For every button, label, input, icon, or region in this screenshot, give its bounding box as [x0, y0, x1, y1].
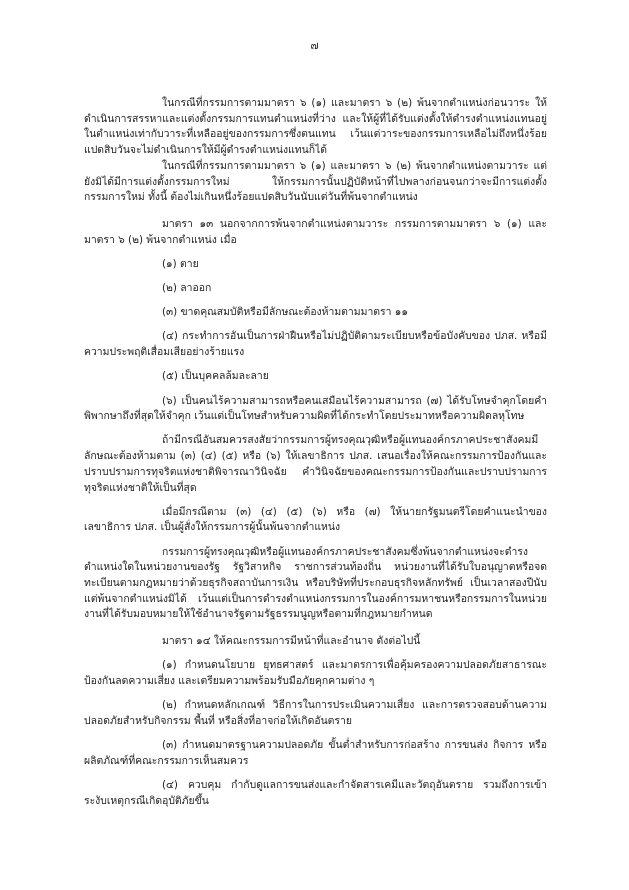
- paragraph: ในกรณีที่กรรมการตามมาตรา ๖ (๑) และมาตรา ๖ (๒) พ้นจากตำแหน่งตามวาระ แต่ยังมิได้มีการแต่งตั้งกรรมการใหม่ ให้กรรมการนั้นปฏิบัติหน้าที่ไปพลางก่อนจนกว่าจะมีการแต่งตั้งกรรมการใหม่ ทั้งนี้ ต้องไม่เกินหนึ่งร้อยแปดสิบวันนับแต่วันที่พ้นจากตำแหน่ง: [84, 159, 547, 204]
- list-item: (๔) กระทำการอันเป็นการฝ่าฝืนหรือไม่ปฏิบัติตามระเบียบหรือข้อบังคับของ ปภส. หรือมีความประพฤติเสื่อมเสียอย่างร้ายแรง: [84, 330, 547, 359]
- list-item: (๓) ขาดคุณสมบัติหรือมีลักษณะต้องห้ามตามมาตรา ๑๑: [162, 306, 408, 319]
- list-item: (๒) ลาออก: [162, 282, 212, 295]
- document-body: [84, 96, 547, 810]
- list-item: (๕) เป็นบุคคลล้มละลาย: [162, 370, 269, 383]
- list-item: (๖) เป็นคนไร้ความสามารถหรือคนเสมือนไร้ความสามารถ (๗) ได้รับโทษจำคุกโดยคำพิพากษาถึงที่สุดให้จำคุก เว้นแต่เป็นโทษสำหรับความผิดที่ได้กระทำโดยประมาทหรือความผิดลหุโทษ: [84, 394, 547, 423]
- list-item: (๔) ควบคุม กำกับดูแลการขนส่งและกำจัดสารเคมีและวัตถุอันตราย รวมถึงการเข้าระงับเหตุกรณีเกิดอุบัติภัยขึ้น: [84, 779, 547, 807]
- paragraph: กรรมการผู้ทรงคุณวุฒิหรือผู้แทนองค์กรภาคประชาสังคมซึ่งพ้นจากตำแหน่งจะดำรงตำแหน่งใดในหน่วยงานของรัฐ รัฐวิสาหกิจ ราชการส่วนท้องถิ่น หน่วยงานที่ได้รับใบอนุญาตหรือจดทะเบียนตามกฎหมายว่าด้วยธุรกิจสถาบันการเงิน หรือบริษัทที่ประกอบธุรกิจหลักทรัพย์ เป็นเวลาสองปีนับแต่พ้นจากตำแหน่งมิได้ เว้นแต่เป็นการดำรงตำแหน่งกรรมการในองค์การมหาชนหรือกรรมการในหน่วยงานที่ได้รับมอบหมายให้ใช้อำนาจรัฐตามรัฐธรรมนูญหรือตามที่กฎหมายกำหนด: [84, 545, 547, 621]
- page-number: ๗: [310, 39, 319, 52]
- list-item: (๒) กำหนดหลักเกณฑ์ วิธีการในการประเมินความเสี่ยง และการตรวจสอบด้านความปลอดภัยสำหรับกิจกรรม พื้นที่ หรือสิ่งที่อาจก่อให้เกิดอันตราย: [84, 699, 547, 727]
- list-item: (๑) กำหนดนโยบาย ยุทธศาสตร์ และมาตรการเพื่อคุ้มครองความปลอดภัยสาธารณะ ป้องกันลดความเสี่ยง และเตรียมความพร้อมรับมือภัยคุกคามต่าง ๆ: [84, 659, 547, 688]
- section-heading-14: มาตรา ๑๔ ให้คณะกรรมการมีหน้าที่และอำนาจ ดังต่อไปนี้: [162, 635, 421, 648]
- section-heading-13: มาตรา ๑๓ นอกจากการพ้นจากตำแหน่งตามวาระ กรรมการตามมาตรา ๖ (๑) และมาตรา ๖ (๒) พ้นจากตำแหน่ง เมื่อ: [84, 217, 547, 246]
- paragraph: เมื่อมีกรณีตาม (๓) (๔) (๕) (๖) หรือ (๗) ให้นายกรัฐมนตรีโดยคำแนะนำของเลขาธิการ ปภส. เป็นผู้สั่งให้กรรมการผู้นั้นพ้นจากตำแหน่ง: [84, 505, 547, 534]
- list-item: (๓) กำหนดมาตรฐานความปลอดภัย ขั้นต่ำสำหรับการก่อสร้าง การขนส่ง กิจการ หรือผลิตภัณฑ์ที่คณะกรรมการเห็นสมควร: [84, 739, 547, 767]
- paragraph: ถ้ามีกรณีอันสมควรสงสัยว่ากรรมการผู้ทรงคุณวุฒิหรือผู้แทนองค์กรภาคประชาสังคมมีลักษณะต้องห้ามตาม (๓) (๔) (๕) หรือ (๖) ให้เลขาธิการ ปภส. เสนอเรื่องให้คณะกรรมการป้องกันและปราบปรามการทุจริตแห่งชาติพิจารณาวินิจฉัย คำวินิจฉัยของคณะกรรมการป้องกันและปราบปรามการทุจริตแห่งชาติให้เป็นที่สุด: [84, 434, 547, 494]
- paragraph: ในกรณีที่กรรมการตามมาตรา ๖ (๑) และมาตรา ๖ (๒) พ้นจากตำแหน่งก่อนวาระ ให้ดำเนินการสรรหาและแต่งตั้งกรรมการแทนตำแหน่งที่ว่าง และให้ผู้ที่ได้รับแต่งตั้งให้ดำรงตำแหน่งแทนอยู่ในตำแหน่งเท่ากับวาระที่เหลืออยู่ของกรรมการซึ่งตนแทน เว้นแต่วาระของกรรมการเหลือไม่ถึงหนึ่งร้อยแปดสิบวันจะไม่ดำเนินการให้มีผู้ดำรงตำแหน่งแทนก็ได้: [84, 97, 547, 157]
- list-item: (๑) ตาย: [162, 257, 199, 270]
